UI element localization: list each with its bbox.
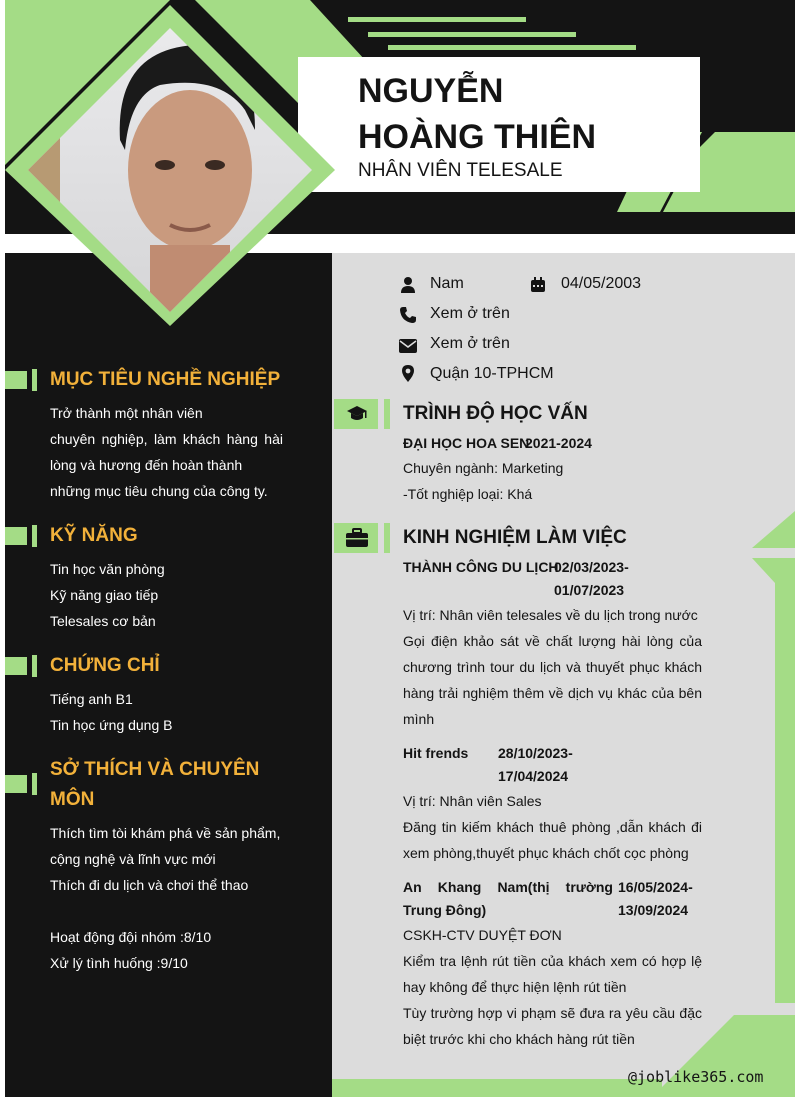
job-desc: Gọi điện khảo sát về chất lượng hài lòng của chương trình tour du lịch và thuyết phục khách hàng trải nghiệm thêm về dịch vụ khác của bên mình bbox=[403, 633, 702, 727]
job-position: CSKH-CTV DUYỆT ĐƠN bbox=[403, 927, 562, 943]
education-details bbox=[403, 455, 702, 507]
objective-line: những mục tiêu chung của công ty. bbox=[50, 483, 268, 499]
job-dates bbox=[498, 742, 573, 788]
objective-text bbox=[50, 400, 283, 504]
job-position: Vị trí: Nhân viên telesales về du lịch trong nước bbox=[403, 607, 698, 623]
list-item: Xử lý tình huống :9/10 bbox=[50, 955, 188, 971]
job-description bbox=[403, 788, 702, 866]
job-date-end: 13/09/2024 bbox=[618, 902, 689, 918]
job-dates bbox=[554, 556, 629, 602]
education-title: TRÌNH ĐỘ HỌC VẤN bbox=[403, 403, 588, 424]
hobbies-marker-bar bbox=[32, 773, 37, 795]
job-description bbox=[403, 922, 702, 1052]
list-item: Tin học ứng dụng B bbox=[50, 717, 173, 733]
education-icon-box bbox=[334, 399, 378, 429]
graduation-cap-icon bbox=[347, 404, 367, 424]
name-line-1: NGUYỄN bbox=[358, 72, 504, 110]
hobbies-list bbox=[50, 820, 283, 976]
job-description bbox=[403, 602, 702, 732]
job-desc: Đăng tin kiếm khách thuê phòng ,dẫn khách đi xem phòng,thuyết phục khách chốt cọc phòng bbox=[403, 819, 702, 861]
list-item: Thích đi du lịch và chơi thể thao bbox=[50, 877, 249, 893]
email-icon bbox=[399, 337, 417, 355]
hobbies-marker bbox=[5, 775, 27, 793]
certs-title: CHỨNG CHỈ bbox=[50, 655, 160, 676]
objective-marker-bar bbox=[32, 369, 37, 391]
list-item: Kỹ năng giao tiếp bbox=[50, 587, 159, 603]
list-item: Telesales cơ bản bbox=[50, 613, 156, 629]
job-company: THÀNH CÔNG DU LỊCH bbox=[403, 559, 559, 575]
phone-icon bbox=[399, 306, 417, 324]
job-date-end: 01/07/2023 bbox=[554, 582, 625, 598]
watermark: @joblike365.com bbox=[628, 1068, 764, 1086]
education-marker-bar bbox=[384, 399, 390, 429]
experience-title: KINH NGHIỆM LÀM VIỆC bbox=[403, 527, 627, 548]
profile-photo bbox=[0, 0, 340, 330]
school-name: ĐẠI HỌC HOA SEN bbox=[403, 435, 530, 451]
calendar-icon bbox=[530, 277, 546, 293]
job-dates bbox=[618, 876, 693, 922]
objective-marker bbox=[5, 371, 27, 389]
education-major: Chuyên ngành: Marketing bbox=[403, 460, 564, 476]
birthdate-value: 04/05/2003 bbox=[561, 275, 642, 292]
objective-line: Trở thành một nhân viên bbox=[50, 405, 203, 421]
experience-icon-box bbox=[334, 523, 378, 553]
job-position: Vị trí: Nhân viên Sales bbox=[403, 793, 542, 809]
education-grade: -Tốt nghiệp loại: Khá bbox=[403, 486, 533, 502]
experience-marker-bar bbox=[384, 523, 390, 553]
certs-list bbox=[50, 686, 283, 738]
job-company: An Khang Nam(thị trường Trung Đông) bbox=[403, 879, 613, 918]
candidate-name bbox=[358, 68, 688, 160]
user-icon bbox=[399, 276, 417, 294]
job-desc: Tùy trường hợp vi phạm sẽ đưa ra yêu cầu đặc biệt trước khi cho khách hàng rút tiền bbox=[403, 1005, 702, 1047]
list-item: Thích tìm tòi khám phá về sản phẩm, cộng nghệ và lĩnh vực mới bbox=[50, 825, 281, 867]
list-item: Hoạt động đội nhóm :8/10 bbox=[50, 929, 212, 945]
certs-marker-bar bbox=[32, 655, 37, 677]
address-value: Quận 10-TPHCM bbox=[430, 365, 554, 382]
job-date-start: 16/05/2024- bbox=[618, 879, 693, 895]
skills-marker-bar bbox=[32, 525, 37, 547]
list-item: Tiếng anh B1 bbox=[50, 691, 133, 707]
skills-title: KỸ NĂNG bbox=[50, 525, 138, 546]
skills-list bbox=[50, 556, 283, 634]
objective-line: chuyên nghiệp, làm khách hàng hài lòng và hương đến hoàn thành bbox=[50, 431, 283, 473]
list-item: Tin học văn phòng bbox=[50, 561, 165, 577]
location-pin-icon bbox=[399, 365, 417, 383]
job-date-end: 17/04/2024 bbox=[498, 768, 569, 784]
phone-value: Xem ở trên bbox=[430, 305, 510, 322]
job-title: NHÂN VIÊN TELESALE bbox=[358, 160, 563, 181]
spacer bbox=[50, 898, 283, 924]
certs-marker bbox=[5, 657, 27, 675]
objective-title: MỤC TIÊU NGHỀ NGHIỆP bbox=[50, 369, 281, 390]
job-date-start: 28/10/2023- bbox=[498, 745, 573, 761]
job-company: Hit frends bbox=[403, 745, 469, 761]
skills-marker bbox=[5, 527, 27, 545]
hobbies-title: SỞ THÍCH VÀ CHUYÊN MÔN bbox=[50, 759, 260, 810]
job-desc: Kiểm tra lệnh rút tiền của khách xem có hợp lệ hay không để thực hiện lệnh rút tiền bbox=[403, 953, 702, 995]
school-years: 2021-2024 bbox=[525, 435, 592, 451]
name-line-2: HOÀNG THIÊN bbox=[358, 118, 596, 156]
gender-value: Nam bbox=[430, 275, 464, 292]
email-value: Xem ở trên bbox=[430, 335, 510, 352]
job-date-start: 02/03/2023- bbox=[554, 559, 629, 575]
briefcase-icon bbox=[346, 528, 368, 548]
